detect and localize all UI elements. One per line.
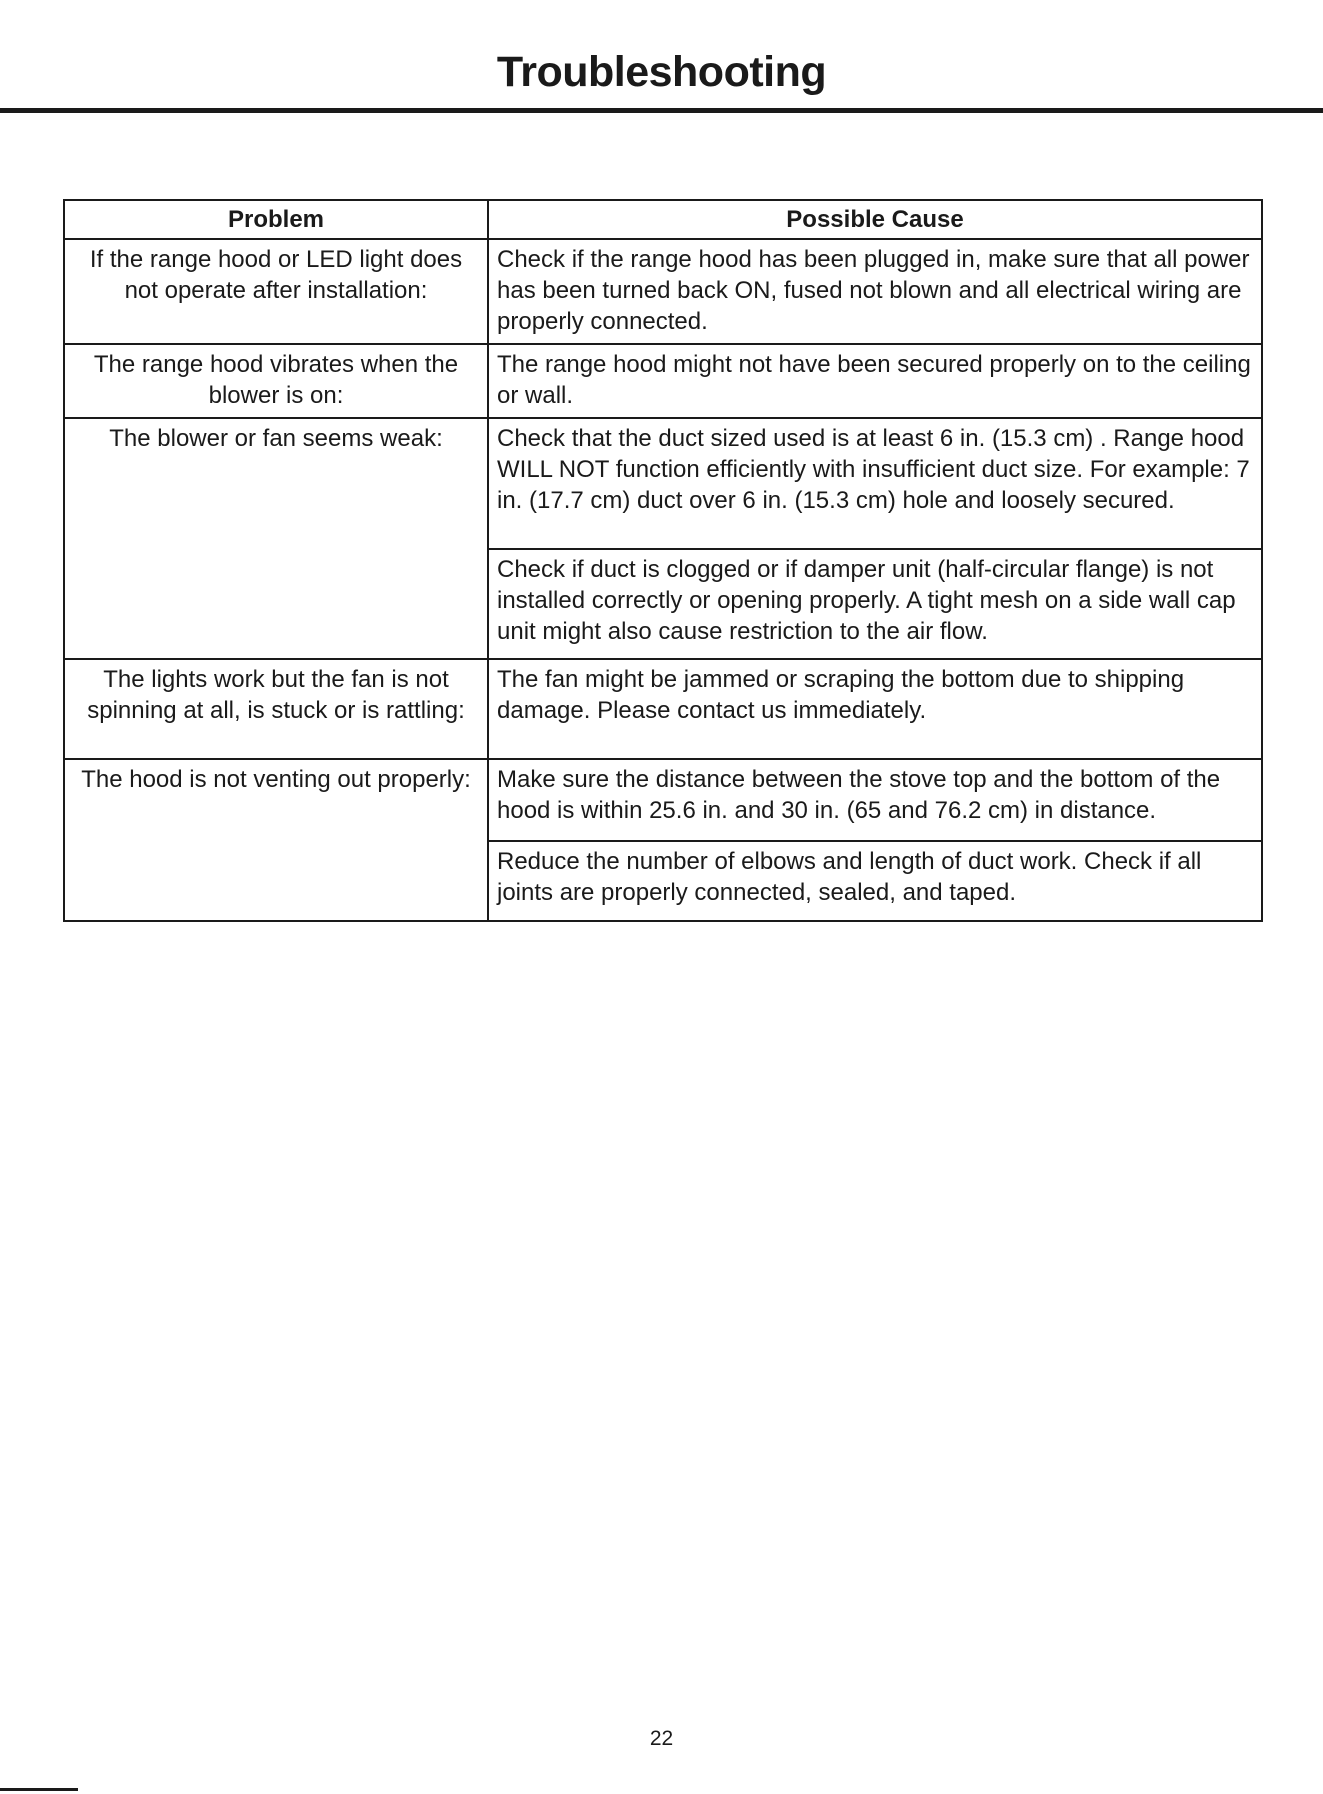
cause-cell: Check that the duct sized used is at least 6 in. (15.3 cm) . Range hood WILL NOT function efficiently with insufficient duct size. For example: 7 in. (17.7 cm) duct over 6 in. (15.3 cm) hole and loosely secured. <box>488 418 1262 549</box>
page-number: 22 <box>649 1727 674 1750</box>
title-divider <box>0 108 1323 113</box>
cause-cell: Check if the range hood has been plugged in, make sure that all power has been turned back ON, fused not blown and all electrical wiring are properly connected. <box>488 239 1262 344</box>
cause-cell: The range hood might not have been secured properly on to the ceiling or wall. <box>488 344 1262 418</box>
problem-cell: If the range hood or LED light does not operate after installation: <box>64 239 488 344</box>
cause-cell: Reduce the number of elbows and length of duct work. Check if all joints are properly connected, sealed, and taped. <box>488 841 1262 921</box>
header-problem: Problem <box>64 200 488 239</box>
table-row <box>64 759 1262 841</box>
scan-edge-mark <box>0 1788 78 1791</box>
table-row <box>64 418 1262 549</box>
cause-cell: The fan might be jammed or scraping the bottom due to shipping damage. Please contact us immediately. <box>488 659 1262 759</box>
table-header-row <box>64 200 1262 239</box>
table-row <box>64 344 1262 418</box>
troubleshooting-table <box>63 199 1263 922</box>
cause-cell: Check if duct is clogged or if damper unit (half-circular flange) is not installed correctly or opening properly. A tight mesh on a side wall cap unit might also cause restriction to the air flow. <box>488 549 1262 659</box>
problem-cell: The lights work but the fan is not spinning at all, is stuck or is rattling: <box>64 659 488 759</box>
table-row <box>64 659 1262 759</box>
problem-cell: The hood is not venting out properly: <box>64 759 488 921</box>
problem-cell: The blower or fan seems weak: <box>64 418 488 659</box>
header-possible-cause: Possible Cause <box>488 200 1262 239</box>
cause-cell: Make sure the distance between the stove top and the bottom of the hood is within 25.6 in. and 30 in. (65 and 76.2 cm) in distance. <box>488 759 1262 841</box>
table-row <box>64 239 1262 344</box>
problem-cell: The range hood vibrates when the blower is on: <box>64 344 488 418</box>
page-title: Troubleshooting <box>496 48 827 96</box>
